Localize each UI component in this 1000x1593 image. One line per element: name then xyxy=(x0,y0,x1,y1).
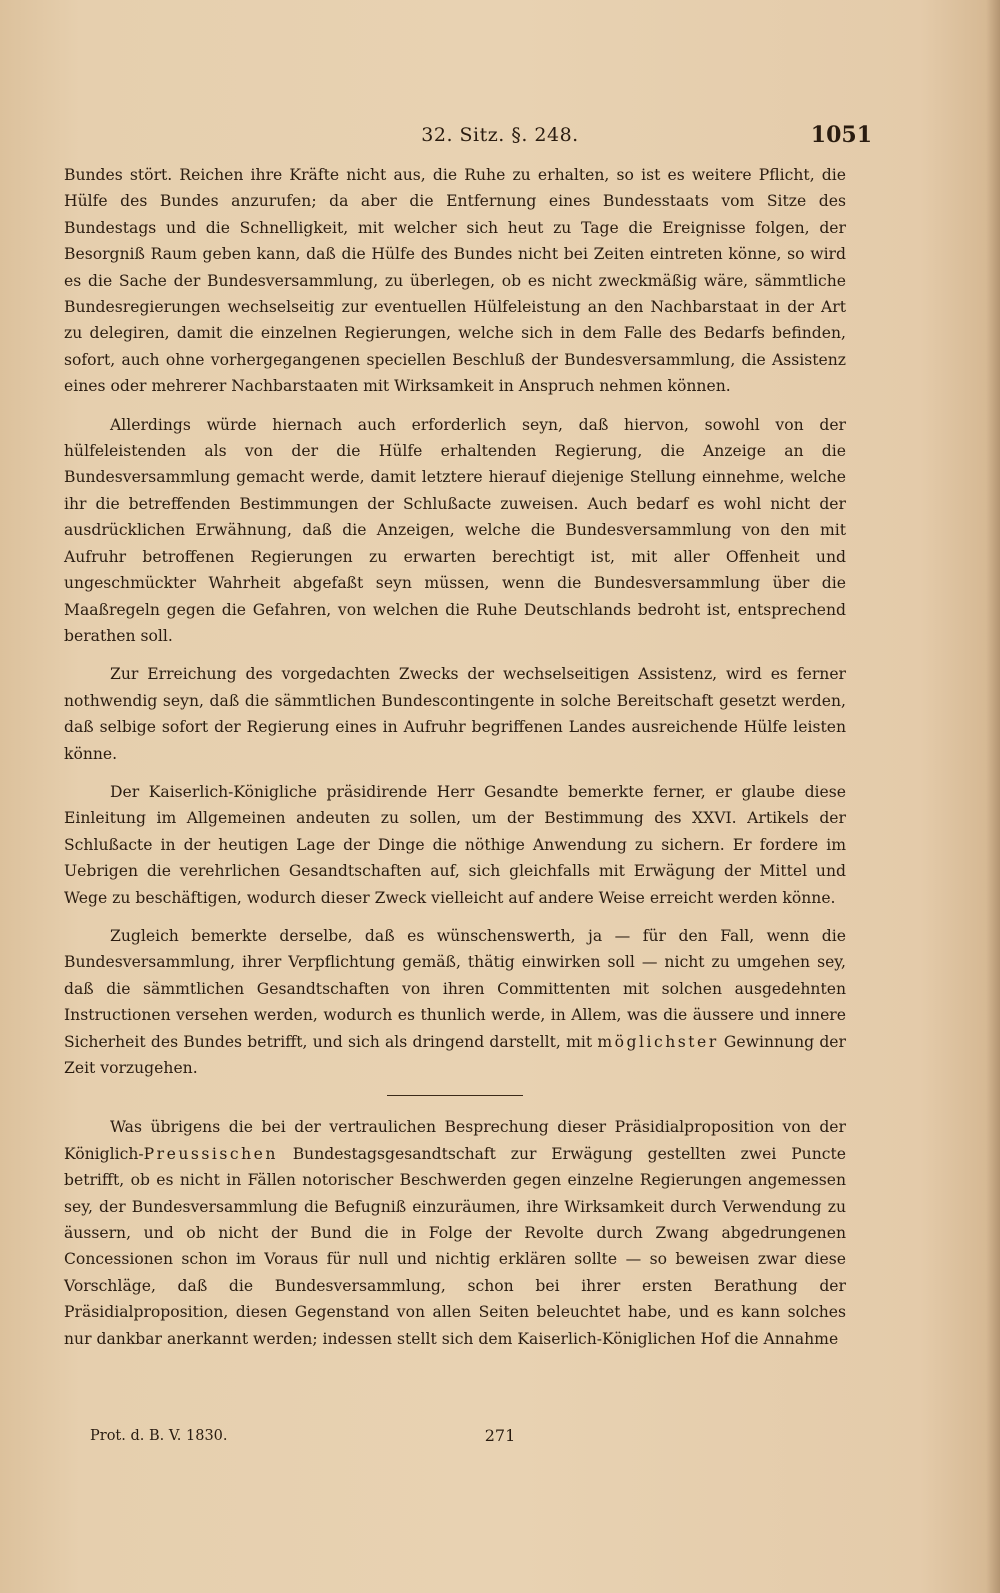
paragraph-5-spaced: möglichster xyxy=(597,1032,719,1051)
paragraph-3: Zur Erreichung des vorgedachten Zwecks der wechselseitigen Assistenz, wird es ferner nothwendig seyn, daß die sämmtlichen Bundescontingente in solche Bereitschaft gesetzt werden, daß selbige sofort der Regierung eines in Aufruhr begriffenen Landes ausreichende Hülfe leisten könne. xyxy=(64,665,846,763)
paragraph-1: Bundes stört. Reichen ihre Kräfte nicht aus, die Ruhe zu erhalten, so ist es weitere Pflicht, die Hülfe des Bundes anzurufen; da aber die Entfernung eines Bundesstaats vom Sitze des Bundestags und die Schnelligkeit, mit welcher sich heut zu Tage die Ereignisse folgen, der Besorgniß Raum geben kann, daß die Hülfe des Bundes nicht bei Zeiten eintreten könne, so wird es die Sache der Bundesversammlung, zu überlegen, ob es nicht zweckmäßig wäre, sämmtliche Bundesregierungen wechselseitig zur eventuellen Hülfeleistung an den Nachbarstaat in der Art zu delegiren, damit die einzelnen Regierungen, welche sich in dem Falle des Bedarfs befinden, sofort, auch ohne vorhergegangenen speciellen Beschluß der Bundesversammlung, die Assistenz eines oder mehrerer Nachbarstaaten mit Wirksamkeit in Anspruch nehmen können. xyxy=(64,166,846,396)
paragraph-2: Allerdings würde hiernach auch erforderlich seyn, daß hiervon, sowohl von der hülfeleistenden als von der die Hülfe erhaltenden Regierung, die Anzeige an die Bundesversammlung gemacht werde, damit letztere hierauf diejenige Stellung einnehme, welche ihr die betreffenden Bestimmungen der Schlußacte zuweisen. Auch bedarf es wohl nicht der ausdrücklichen Erwähnung, daß die Anzeigen, welche die Bundesversammlung von den mit Aufruhr betroffenen Regierungen zu erwarten berechtigt ist, mit aller Offenheit und ungeschmückter Wahrheit abgefaßt seyn müssen, wenn die Bundesversammlung über die Maaßregeln gegen die Gefahren, von welchen die Ruhe Deutschlands bedroht ist, entsprechend berathen soll. xyxy=(64,415,846,645)
footer-sheet-number: 271 xyxy=(484,1426,516,1445)
paragraph-5-after: Gewinnung der Zeit vorzugehen. xyxy=(64,1032,846,1077)
section-rule xyxy=(387,1095,523,1096)
running-title: 32. Sitz. §. 248. xyxy=(421,124,579,146)
paragraph-6 xyxy=(64,1114,846,1352)
paragraph-4: Der Kaiserlich-Königliche präsidirende Herr Gesandte bemerkte ferner, er glaube diese Einleitung im Allgemeinen andeuten zu sollen, um der Bestimmung des XXVI. Artikels der Schlußacte in der heutigen Lage der Dinge die nöthige Anwendung zu sichern. Er fordere im Uebrigen die verehrlichen Gesandtschaften auf, sich gleichfalls mit Erwägung der Mittel und Wege zu beschäftigen, wodurch dieser Zweck vielleicht auf andere Weise erreicht werden könne. xyxy=(64,782,846,907)
paragraph-6-before: Was übrigens die bei der vertraulichen Besprechung dieser Präsidialproposition von der Königlich- xyxy=(64,1118,846,1163)
paragraph-5-before: Zugleich bemerkte derselbe, daß es wünschenswerth, ja — für den Fall, wenn die Bundesversammlung, ihrer Verpflichtung gemäß, thätig einwirken soll — nicht zu umgehen sey, daß die sämmtlichen Gesandtschaften von ihren Committenten mit solchen ausgedehnten Instructionen versehen werden, wodurch es thunlich werde, in Allem, was die äussere und innere Sicherheit des Bundes betrifft, und sich als dringend darstellt, mit xyxy=(64,926,846,1051)
page-edge-shadow xyxy=(986,0,1000,1593)
paragraph-6-after: Bundestagsgesandtschaft zur Erwägung gestellten zwei Puncte betrifft, ob es nicht in Fällen notorischer Beschwerden gegen einzelne Regierungen angemessen sey, der Bundesversammlung die Befugniß einzuräumen, ihre Wirksamkeit durch Verwendung zu äussern, und ob nicht der Bund die in Folge der Revolte durch Zwang abgedrungenen Concessionen schon im Voraus für null und nichtig erklären sollte — so beweisen zwar diese Vorschläge, daß die Bundesversammlung, schon bei ihrer ersten Berathung der Präsidialproposition, diesen Gegenstand von allen Seiten beleuchtet habe, und es kann solches nur dankbar anerkannt werden; indessen stellt sich dem Kaiserlich-Königlichen Hof die Annahme xyxy=(64,1144,846,1348)
page-footer xyxy=(0,1428,1000,1452)
footer-signature: Prot. d. B. V. 1830. xyxy=(90,1428,228,1444)
page-number: 1051 xyxy=(810,122,872,148)
running-head xyxy=(0,124,1000,154)
body-text xyxy=(64,162,846,1364)
paragraph-6-spaced: Preussischen xyxy=(143,1144,278,1163)
paragraph-5 xyxy=(64,923,846,1081)
